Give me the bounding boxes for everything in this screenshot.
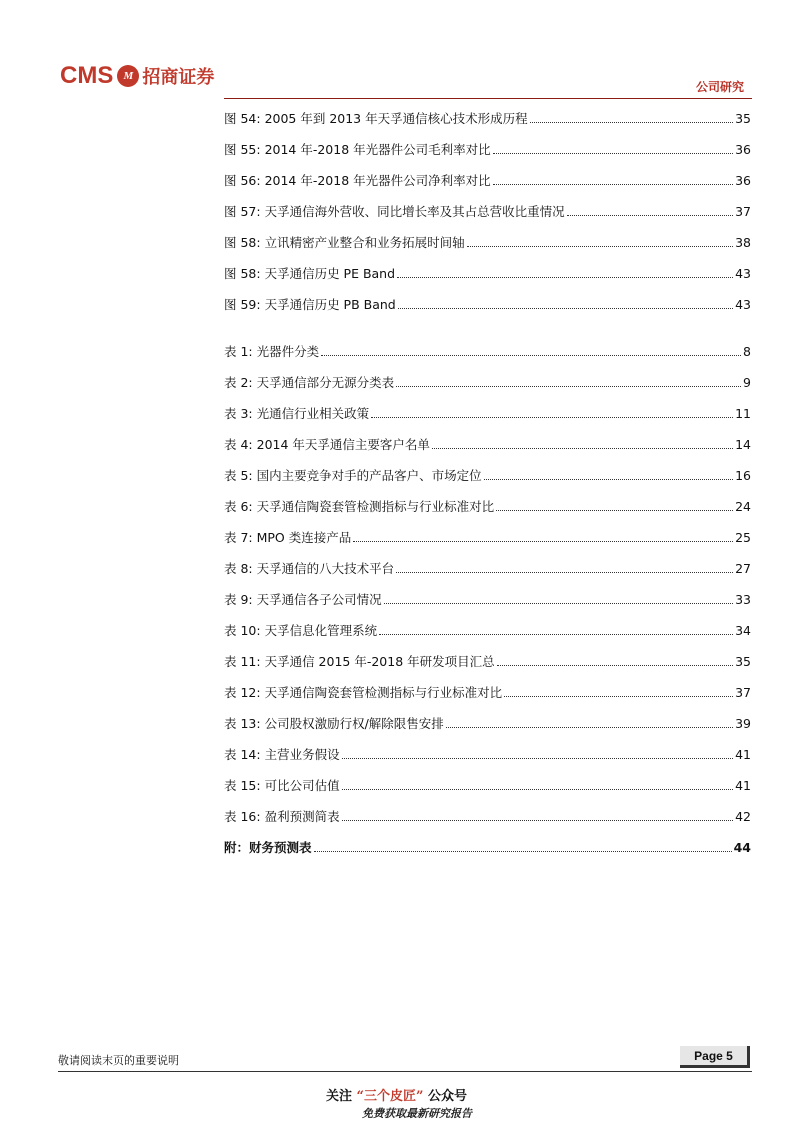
toc-table-item[interactable] — [224, 494, 751, 514]
toc-label: 表 13: 公司股权激励行权/解除限售安排 — [224, 716, 444, 731]
toc-label: 图 58: 立讯精密产业整合和业务拓展时间轴 — [224, 235, 465, 250]
logo-badge-icon: M — [117, 65, 139, 87]
toc-label: 表 3: 光通信行业相关政策 — [224, 406, 370, 421]
footer-rule — [58, 1071, 752, 1072]
toc-page-number: 16 — [735, 468, 751, 483]
leader-dots — [493, 152, 733, 154]
toc-label: 图 57: 天孚通信海外营收、同比增长率及其占总营收比重情况 — [224, 204, 565, 219]
follow-account-name: “三个皮匠” — [356, 1089, 424, 1104]
company-logo — [60, 62, 214, 90]
toc-page-number: 14 — [735, 437, 751, 452]
toc-table-item[interactable] — [224, 680, 751, 700]
toc-figure-item[interactable] — [224, 106, 751, 126]
toc-page-number: 27 — [735, 561, 751, 576]
toc-page-number: 33 — [735, 592, 751, 607]
toc-table-item[interactable] — [224, 804, 751, 824]
toc-page-number: 37 — [735, 685, 751, 700]
toc-page-number: 38 — [735, 235, 751, 250]
toc-label: 表 11: 天孚通信 2015 年-2018 年研发项目汇总 — [224, 654, 495, 669]
leader-dots — [484, 478, 733, 480]
follow-prefix: 关注 — [325, 1089, 352, 1104]
leader-dots — [379, 633, 733, 635]
toc-page-number: 35 — [735, 111, 751, 126]
leader-dots — [567, 214, 734, 216]
follow-banner — [0, 1085, 793, 1104]
toc-label: 图 55: 2014 年-2018 年光器件公司毛利率对比 — [224, 142, 491, 157]
toc-figure-item[interactable] — [224, 137, 751, 157]
toc-table-item[interactable] — [224, 401, 751, 421]
toc-page-number: 11 — [735, 406, 751, 421]
toc-table-item[interactable] — [224, 556, 751, 576]
toc-table-item[interactable] — [224, 773, 751, 793]
toc-label: 表 6: 天孚通信陶瓷套管检测指标与行业标准对比 — [224, 499, 495, 514]
disclaimer-note: 敬请阅读末页的重要说明 — [58, 1054, 179, 1067]
leader-dots — [384, 602, 733, 604]
toc-label: 图 54: 2005 年到 2013 年天孚通信核心技术形成历程 — [224, 111, 528, 126]
toc-page-number: 42 — [735, 809, 751, 824]
toc-page-number: 36 — [735, 142, 751, 157]
logo-cms-text: CMS — [60, 62, 114, 89]
toc-label: 表 9: 天孚通信各子公司情况 — [224, 592, 382, 607]
toc-page-number: 43 — [735, 266, 751, 281]
page-number-badge: Page 5 — [680, 1046, 750, 1068]
leader-dots — [496, 509, 733, 511]
toc-page-number: 43 — [735, 297, 751, 312]
toc-table-item[interactable] — [224, 587, 751, 607]
leader-dots — [432, 447, 733, 449]
toc-page-number: 44 — [733, 840, 751, 855]
leader-dots — [371, 416, 733, 418]
section-title: 公司研究 — [695, 80, 744, 94]
leader-dots — [497, 664, 733, 666]
toc-table-item[interactable] — [224, 525, 751, 545]
follow-suffix: 公众号 — [428, 1089, 468, 1104]
leader-dots — [446, 726, 733, 728]
toc-label: 表 1: 光器件分类 — [224, 344, 320, 359]
toc-figure-item[interactable] — [224, 292, 751, 312]
leader-dots — [467, 245, 734, 247]
toc-figure-item[interactable] — [224, 168, 751, 188]
toc-page-number: 9 — [743, 375, 751, 390]
toc-figure-item[interactable] — [224, 199, 751, 219]
leader-dots — [493, 183, 733, 185]
toc-table-item[interactable] — [224, 463, 751, 483]
toc-label: 表 10: 天孚信息化管理系统 — [224, 623, 378, 638]
toc-label: 表 5: 国内主要竞争对手的产品客户、市场定位 — [224, 468, 482, 483]
toc-label: 表 12: 天孚通信陶瓷套管检测指标与行业标准对比 — [224, 685, 503, 700]
leader-dots — [342, 757, 734, 759]
toc-table-item[interactable] — [224, 432, 751, 452]
leader-dots — [342, 819, 734, 821]
toc-label: 表 7: MPO 类连接产品 — [224, 530, 352, 545]
toc-table-item[interactable] — [224, 742, 751, 762]
toc-label: 图 56: 2014 年-2018 年光器件公司净利率对比 — [224, 173, 491, 188]
toc-page-number: 41 — [735, 747, 751, 762]
toc-page-number: 37 — [735, 204, 751, 219]
toc-table-item[interactable] — [224, 711, 751, 731]
follow-subtitle: 免费获取最新研究报告 — [362, 1107, 472, 1120]
toc-label: 图 58: 天孚通信历史 PE Band — [224, 266, 396, 281]
toc-label: 表 2: 天孚通信部分无源分类表 — [224, 375, 395, 390]
toc-table-item[interactable] — [224, 649, 751, 669]
toc-label: 表 14: 主营业务假设 — [224, 747, 340, 762]
leader-dots — [321, 354, 741, 356]
logo-chinese-text: 招商证券 — [142, 67, 215, 88]
leader-dots — [342, 788, 734, 790]
toc-page-number: 8 — [743, 344, 751, 359]
toc-table-item[interactable] — [224, 370, 751, 390]
toc-page-number: 41 — [735, 778, 751, 793]
toc-table-item[interactable] — [224, 339, 751, 359]
toc-page-number: 24 — [735, 499, 751, 514]
leader-dots — [397, 276, 733, 278]
leader-dots — [504, 695, 733, 697]
toc-label: 表 15: 可比公司估值 — [224, 778, 340, 793]
toc-page-number: 36 — [735, 173, 751, 188]
leader-dots — [398, 307, 733, 309]
toc-label: 表 4: 2014 年天孚通信主要客户名单 — [224, 437, 430, 452]
toc-figure-item[interactable] — [224, 261, 751, 281]
toc-label: 表 16: 盈利预测简表 — [224, 809, 340, 824]
toc-label: 表 8: 天孚通信的八大技术平台 — [224, 561, 395, 576]
toc-figure-item[interactable] — [224, 230, 751, 250]
toc-page-number: 25 — [735, 530, 751, 545]
toc-label: 附：财务预测表 — [224, 840, 312, 855]
toc-page-number: 35 — [735, 654, 751, 669]
leader-dots — [396, 385, 741, 387]
leader-dots — [396, 571, 733, 573]
toc-page-number: 39 — [735, 716, 751, 731]
toc-label: 图 59: 天孚通信历史 PB Band — [224, 297, 396, 312]
leader-dots — [314, 850, 732, 852]
leader-dots — [530, 121, 733, 123]
toc-appendix-item[interactable] — [224, 835, 751, 855]
toc-page-number: 34 — [735, 623, 751, 638]
header-rule — [224, 98, 752, 99]
leader-dots — [353, 540, 733, 542]
toc-table-item[interactable] — [224, 618, 751, 638]
